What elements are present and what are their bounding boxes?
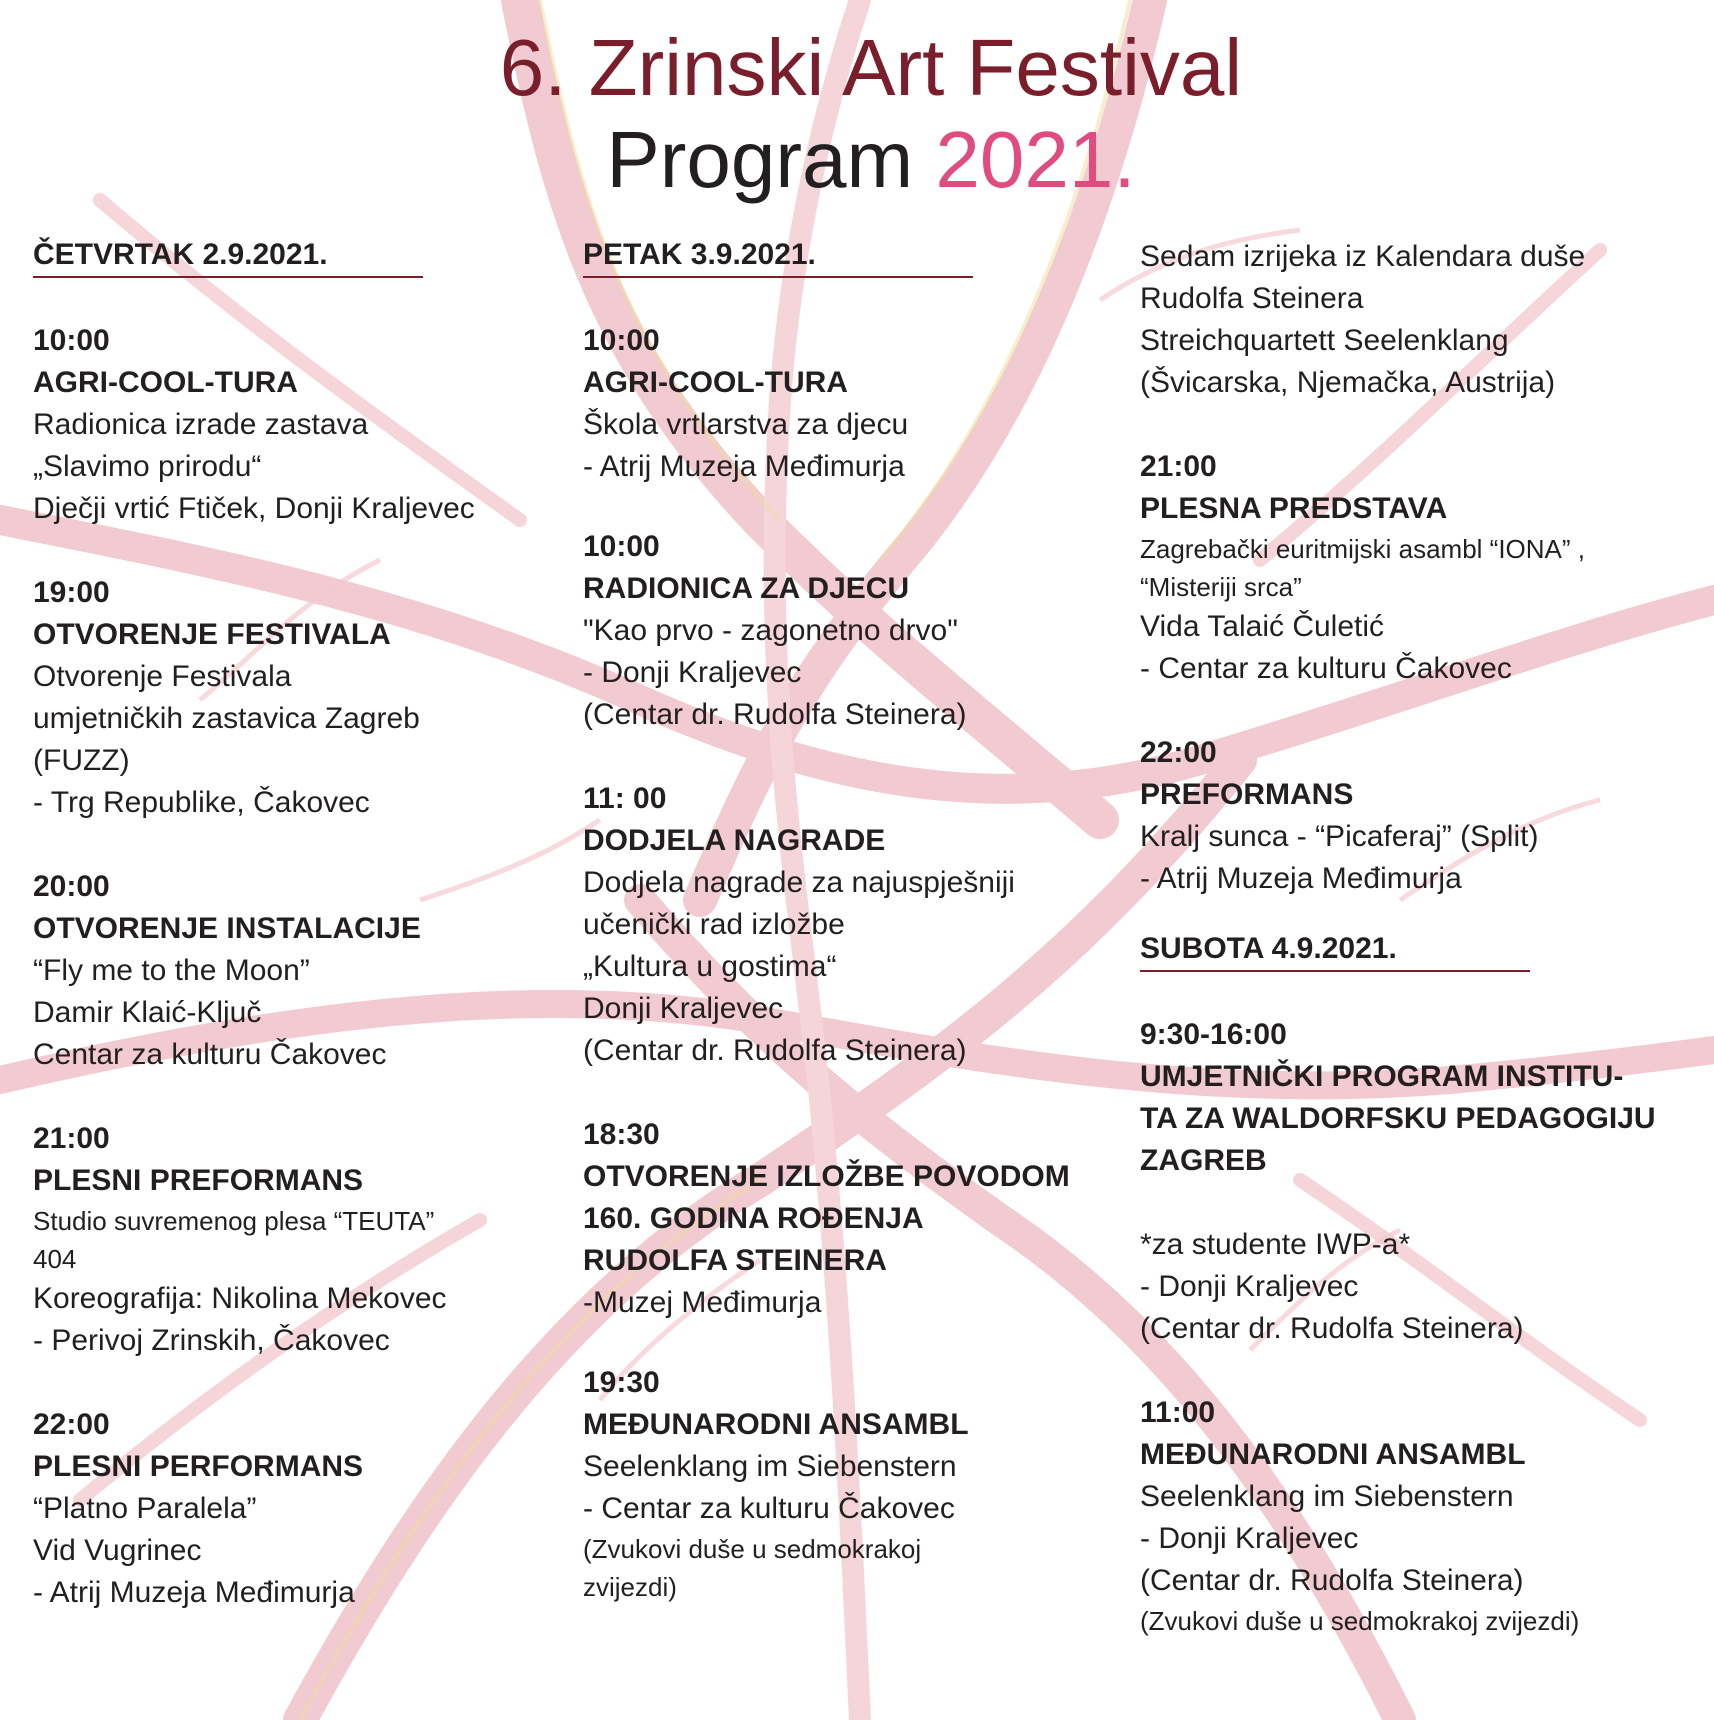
program-subtitle xyxy=(0,110,1714,210)
event-name: OTVORENJE FESTIVALA xyxy=(33,618,391,651)
event-time: 10:00 xyxy=(583,324,660,357)
event-name: RUDOLFA STEINERA xyxy=(583,1244,887,1277)
event-detail: „Kultura u gostima“ xyxy=(583,950,837,983)
event-detail: Zagrebački euritmijski asambl “IONA” , xyxy=(1140,534,1585,564)
event-detail: Centar za kulturu Čakovec xyxy=(33,1038,387,1071)
event-detail: (Švicarska, Njemačka, Austrija) xyxy=(1140,366,1556,399)
event-detail: učenički rad izložbe xyxy=(583,908,845,941)
event-detail: (Centar dr. Rudolfa Steinera) xyxy=(583,698,967,731)
event-detail: - Donji Kraljevec xyxy=(583,656,802,689)
event-item xyxy=(33,320,573,530)
event-time: 10:00 xyxy=(583,530,660,563)
event-detail: Seelenklang im Siebenstern xyxy=(1140,1480,1514,1513)
event-name: 160. GODINA ROĐENJA xyxy=(583,1202,924,1235)
event-detail: (Centar dr. Rudolfa Steinera) xyxy=(583,1034,967,1067)
event-time: 21:00 xyxy=(1140,450,1217,483)
festival-title: 6. Zrinski Art Festival xyxy=(499,23,1243,112)
day-heading-thursday: ČETVRTAK 2.9.2021. xyxy=(33,236,423,278)
event-detail: “Fly me to the Moon” xyxy=(33,954,310,987)
event-detail: Rudolfa Steinera xyxy=(1140,282,1364,315)
event-name: PREFORMANS xyxy=(1140,778,1354,811)
event-item xyxy=(1140,732,1680,900)
event-detail: Vid Vugrinec xyxy=(33,1534,202,1567)
event-detail: - Atrij Muzeja Međimurja xyxy=(583,450,905,483)
program-word: Program xyxy=(606,115,914,204)
event-detail: Otvorenje Festivala xyxy=(33,660,292,693)
event-item xyxy=(33,866,573,1076)
event-time: 18:30 xyxy=(583,1118,660,1151)
event-name: PLESNI PREFORMANS xyxy=(33,1164,364,1197)
event-time: 11:00 xyxy=(1140,1396,1216,1429)
event-name: RADIONICA ZA DJECU xyxy=(583,572,910,605)
column-thursday xyxy=(33,236,573,1614)
event-item xyxy=(583,526,1123,736)
event-detail: - Atrij Muzeja Međimurja xyxy=(1140,862,1462,895)
event-detail: Studio suvremenog plesa “TEUTA” xyxy=(33,1206,435,1236)
event-detail: (Centar dr. Rudolfa Steinera) xyxy=(1140,1564,1524,1597)
event-detail: Seelenklang im Siebenstern xyxy=(583,1450,957,1483)
event-detail: umjetničkih zastavica Zagreb xyxy=(33,702,420,735)
event-item xyxy=(583,778,1123,1072)
event-detail: - Perivoj Zrinskih, Čakovec xyxy=(33,1324,390,1357)
event-detail: Dodjela nagrade za najuspješniji xyxy=(583,866,1015,899)
event-name: PLESNI PERFORMANS xyxy=(33,1450,364,1483)
event-detail: Streichquartett Seelenklang xyxy=(1140,324,1509,357)
event-item xyxy=(583,320,1123,488)
event-item xyxy=(583,1362,1123,1606)
event-time: 11: 00 xyxy=(583,782,667,815)
event-name: MEĐUNARODNI ANSAMBL xyxy=(1140,1438,1526,1471)
event-detail: zvijezdi) xyxy=(583,1572,677,1602)
event-detail: “Misteriji srca” xyxy=(1140,572,1302,602)
event-detail: “Platno Paralela” xyxy=(33,1492,257,1525)
event-time: 10:00 xyxy=(33,324,110,357)
event-name: PLESNA PREDSTAVA xyxy=(1140,492,1448,525)
event-detail: Donji Kraljevec xyxy=(583,992,784,1025)
event-name: TA ZA WALDORFSKU PEDAGOGIJU xyxy=(1140,1102,1656,1135)
event-time: 21:00 xyxy=(33,1122,110,1155)
event-name: DODJELA NAGRADE xyxy=(583,824,886,857)
event-detail: Vida Talaić Čuletić xyxy=(1140,610,1385,643)
event-time: 9:30-16:00 xyxy=(1140,1018,1287,1051)
column-friday xyxy=(583,236,1123,1606)
event-name: UMJETNIČKI PROGRAM INSTITU- xyxy=(1140,1060,1624,1093)
event-detail: (Zvukovi duše u sedmokrakoj zvijezdi) xyxy=(1140,1606,1580,1636)
event-detail: (Zvukovi duše u sedmokrakoj xyxy=(583,1534,922,1564)
event-item xyxy=(33,572,573,824)
column-friday-cont-saturday xyxy=(1140,236,1680,1640)
event-time: 19:00 xyxy=(33,576,110,609)
event-detail: (Centar dr. Rudolfa Steinera) xyxy=(1140,1312,1524,1345)
event-name: ZAGREB xyxy=(1140,1144,1267,1177)
event-item xyxy=(33,1404,573,1614)
event-time: 19:30 xyxy=(583,1366,660,1399)
event-detail: - Donji Kraljevec xyxy=(1140,1270,1359,1303)
event-item xyxy=(33,1118,573,1362)
event-time: 22:00 xyxy=(1140,736,1217,769)
event-item xyxy=(583,1114,1123,1324)
event-detail: *za studente IWP-a* xyxy=(1140,1228,1411,1261)
event-detail: - Trg Republike, Čakovec xyxy=(33,786,370,819)
event-name: OTVORENJE IZLOŽBE POVODOM xyxy=(583,1160,1070,1193)
event-detail: „Slavimo prirodu“ xyxy=(33,450,262,483)
event-detail: - Donji Kraljevec xyxy=(1140,1522,1359,1555)
event-detail: -Muzej Međimurja xyxy=(583,1286,822,1319)
event-continuation xyxy=(1140,236,1680,404)
event-name: OTVORENJE INSTALACIJE xyxy=(33,912,421,945)
event-detail: 404 xyxy=(33,1244,77,1274)
day-heading-friday: PETAK 3.9.2021. xyxy=(583,236,973,278)
event-detail: "Kao prvo - zagonetno drvo" xyxy=(583,614,958,647)
event-detail: Kralj sunca - “Picaferaj” (Split) xyxy=(1140,820,1539,853)
event-detail: (FUZZ) xyxy=(33,744,130,777)
event-detail: Dječji vrtić Ftiček, Donji Kraljevec xyxy=(33,492,475,525)
event-detail: Sedam izrijeka iz Kalendara duše xyxy=(1140,240,1586,273)
event-name: AGRI-COOL-TURA xyxy=(583,366,848,399)
event-item xyxy=(1140,1392,1680,1640)
event-detail: - Atrij Muzeja Međimurja xyxy=(33,1576,355,1609)
program-year: 2021. xyxy=(935,115,1136,204)
event-detail: - Centar za kulturu Čakovec xyxy=(583,1492,955,1525)
event-name: AGRI-COOL-TURA xyxy=(33,366,298,399)
event-time: 20:00 xyxy=(33,870,110,903)
event-name: MEĐUNARODNI ANSAMBL xyxy=(583,1408,969,1441)
event-time: 22:00 xyxy=(33,1408,110,1441)
spacer xyxy=(1140,1182,1680,1224)
event-item xyxy=(1140,1014,1680,1350)
event-detail: Koreografija: Nikolina Mekovec xyxy=(33,1282,447,1315)
event-detail: - Centar za kulturu Čakovec xyxy=(1140,652,1512,685)
event-detail: Damir Klaić-Ključ xyxy=(33,996,262,1029)
day-heading-saturday: SUBOTA 4.9.2021. xyxy=(1140,930,1530,972)
event-detail: Radionica izrade zastava xyxy=(33,408,369,441)
event-detail: Škola vrtlarstva za djecu xyxy=(583,408,909,441)
event-item xyxy=(1140,446,1680,690)
